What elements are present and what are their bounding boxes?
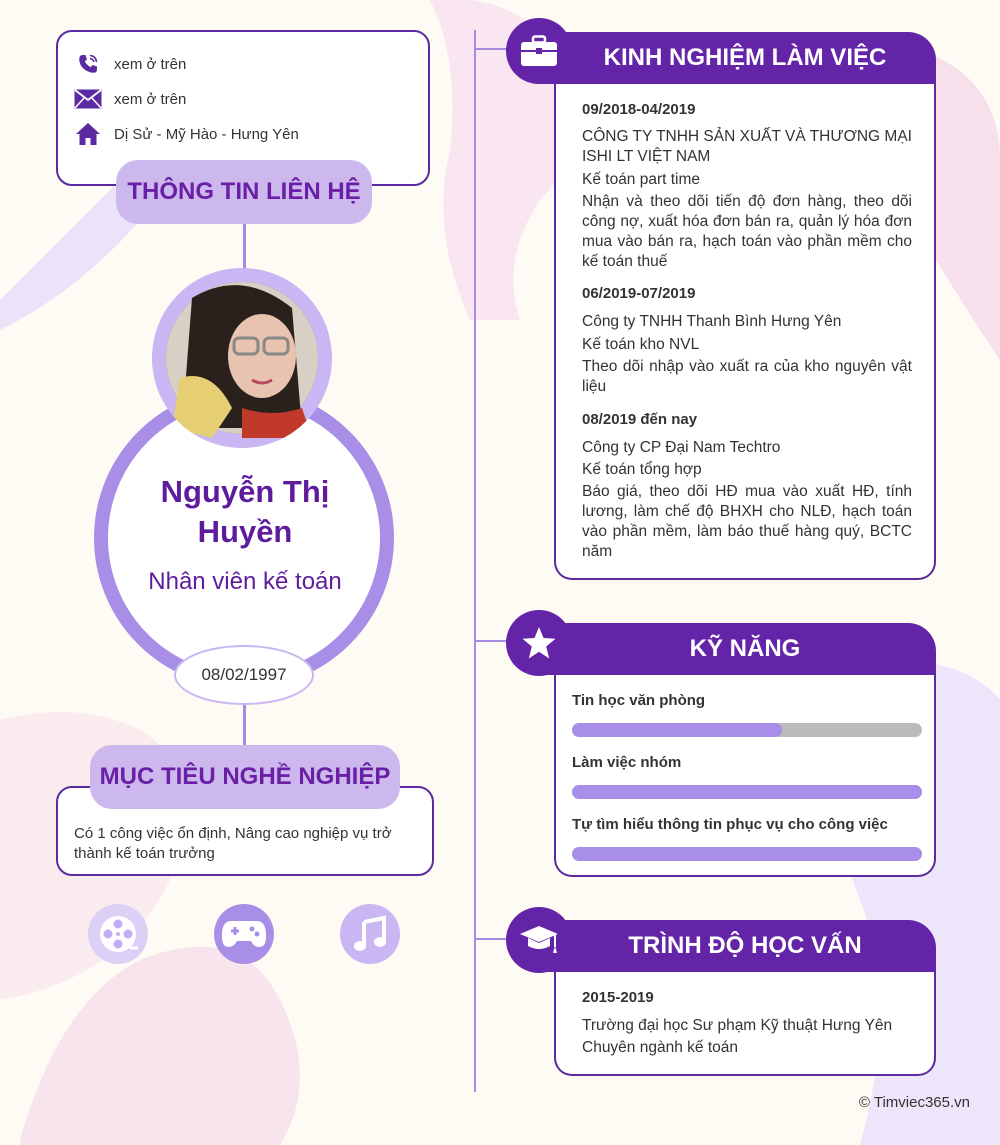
contact-address-text: Dị Sử - Mỹ Hào - Hưng Yên <box>114 125 299 143</box>
exp-1-period: 09/2018-04/2019 <box>582 101 696 118</box>
education-icon-badge <box>506 907 572 973</box>
exp-2-period: 06/2019-07/2019 <box>582 285 696 302</box>
exp-2-company: Công ty TNHH Thanh Bình Hưng Yên <box>582 313 842 330</box>
skills-header <box>540 623 936 675</box>
contact-email-text: xem ở trên <box>114 90 187 108</box>
education-box <box>554 972 936 1076</box>
gamepad-icon <box>221 917 267 951</box>
education-school: Trường đại học Sư phạm Kỹ thuật Hưng Yên <box>582 1017 893 1034</box>
envelope-icon <box>74 87 102 111</box>
exp-2-position: Kế toán kho NVL <box>582 336 700 353</box>
skill-1-fill <box>572 723 782 737</box>
skill-3-name: Tự tìm hiểu thông tin phục vụ cho công việc <box>572 816 888 833</box>
connector-line <box>243 224 246 270</box>
profile-name: Nguyễn Thị Huyền <box>160 474 330 549</box>
skill-2-name: Làm việc nhóm <box>572 754 682 771</box>
exp-1-description: Nhận và theo dõi tiến độ đơn hàng, theo dõi công nợ, xuất hóa đơn bán ra, quản lý hóa đơn mua vào bán ra, hạch toán vào phần mềm cho kế toán thuế <box>582 193 912 270</box>
exp-3-description: Báo giá, theo dõi HĐ mua vào xuất HĐ, tính lương, làm chế độ BHXH cho NLĐ, hạch toán vào phần mềm, làm báo thuế hàng quý, BCTC năm <box>582 483 912 560</box>
exp-1-company: CÔNG TY TNHH SẢN XUẤT VÀ THƯƠNG MẠI ISHI LT VIỆT NAM <box>582 128 912 165</box>
contact-section-title: THÔNG TIN LIÊN HỆ <box>116 160 372 224</box>
hobby-gaming <box>214 904 274 964</box>
objective-text: Có 1 công việc ổn định, Nâng cao nghiệp vụ trở thành kế toán trưởng <box>74 825 392 862</box>
hobby-music <box>340 904 400 964</box>
exp-1-position: Kế toán part time <box>582 171 701 188</box>
timeline-spine <box>474 30 476 1092</box>
contact-phone-text: xem ở trên <box>114 55 187 73</box>
profile-dob: 08/02/1997 <box>174 645 314 705</box>
connector-line <box>243 705 246 747</box>
skill-3-bar <box>572 847 922 861</box>
exp-3-period: 08/2019 đến nay <box>582 411 698 428</box>
skill-2-fill <box>572 785 922 799</box>
experience-icon-badge <box>506 18 572 84</box>
graduation-cap-icon <box>519 923 559 957</box>
avatar <box>152 268 332 448</box>
skill-1-bar <box>572 723 922 737</box>
exp-2-description: Theo dõi nhập vào xuất ra của kho nguyên vật liệu <box>582 358 912 395</box>
education-major: Chuyên ngành kế toán <box>582 1039 738 1056</box>
skills-title: KỸ NĂNG <box>689 635 801 662</box>
contact-address-row <box>74 122 299 146</box>
skill-1-name: Tin học văn phòng <box>572 692 706 709</box>
skill-3-fill <box>572 847 922 861</box>
music-note-icon <box>350 914 390 954</box>
experience-title: KINH NGHIỆM LÀM VIỆC <box>603 44 887 71</box>
star-icon <box>521 626 557 660</box>
avatar-photo <box>152 268 332 448</box>
briefcase-icon <box>520 35 558 67</box>
film-reel-icon <box>96 912 140 956</box>
contact-phone-row <box>74 52 186 76</box>
exp-3-position: Kế toán tổng hợp <box>582 461 702 478</box>
education-period: 2015-2019 <box>582 989 654 1006</box>
footer-copyright: © Timviec365.vn <box>858 1094 970 1111</box>
hobby-film <box>88 904 148 964</box>
education-title: TRÌNH ĐỘ HỌC VẤN <box>628 932 862 959</box>
profile-job-title: Nhân viên kế toán <box>148 568 342 595</box>
skills-box <box>554 675 936 877</box>
experience-box <box>554 84 936 580</box>
skill-2-bar <box>572 785 922 799</box>
education-header <box>540 920 936 972</box>
home-icon <box>74 122 102 146</box>
phone-icon <box>74 52 102 76</box>
contact-email-row <box>74 87 186 111</box>
experience-header <box>540 32 936 84</box>
objective-section-title: MỤC TIÊU NGHỀ NGHIỆP <box>90 745 400 809</box>
skills-icon-badge <box>506 610 572 676</box>
exp-3-company: Công ty CP Đại Nam Techtro <box>582 439 781 456</box>
